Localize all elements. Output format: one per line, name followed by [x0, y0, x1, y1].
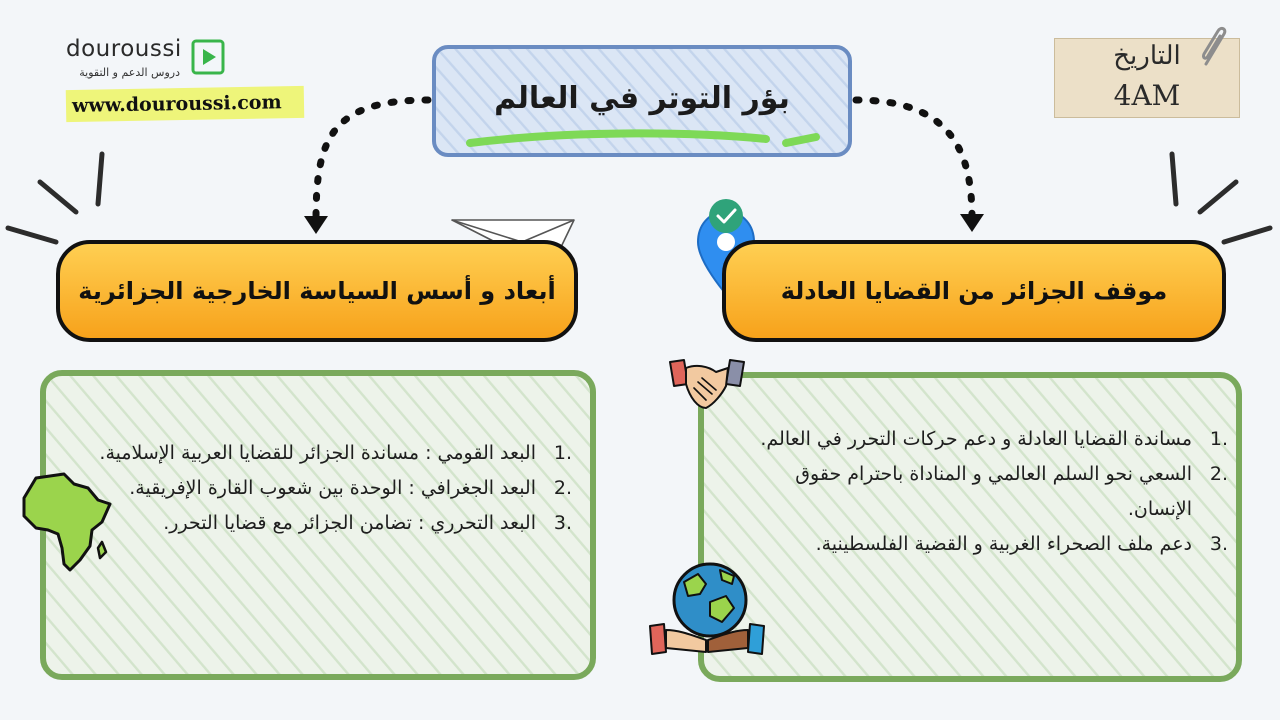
- right-branch-heading: موقف الجزائر من القضايا العادلة: [722, 240, 1226, 342]
- burst-line: [1224, 228, 1270, 242]
- burst-line: [40, 182, 76, 212]
- main-title: بؤر التوتر في العالم: [494, 81, 790, 116]
- check-icon: [708, 198, 744, 234]
- list-item: [92, 436, 572, 471]
- burst-line: [1172, 154, 1176, 204]
- item-text: البعد القومي : مساندة الجزائر للقضايا العربية الإسلامية.: [99, 442, 536, 464]
- play-logo-icon: [190, 38, 226, 76]
- burst-line: [1200, 182, 1236, 212]
- item-text: السعي نحو السلم العالمي و المناداة باحترام حقوق الإنسان.: [795, 463, 1192, 520]
- brand-name: douroussi: [66, 36, 182, 62]
- time-value: 4AM: [1113, 79, 1181, 112]
- left-branch-list: [92, 436, 572, 541]
- paperclip-icon: [1196, 24, 1232, 70]
- list-item: [92, 506, 572, 541]
- brand-block: [66, 36, 306, 126]
- list-item: [728, 527, 1228, 562]
- left-branch-heading: أبعاد و أسس السياسة الخارجية الجزائرية: [56, 240, 578, 342]
- burst-line: [98, 154, 102, 204]
- title-underline: [466, 127, 826, 151]
- item-number: .3: [553, 512, 572, 534]
- item-number: .2: [553, 477, 572, 499]
- main-title-box: [432, 45, 852, 157]
- item-text: البعد التحرري : تضامن الجزائر مع قضايا التحرر.: [163, 512, 536, 534]
- handshake-icon: [668, 358, 746, 414]
- globe-hands-icon: [648, 560, 766, 662]
- item-text: البعد الجغرافي : الوحدة بين شعوب القارة الإفريقية.: [129, 477, 536, 499]
- item-number: .3: [1209, 533, 1228, 555]
- arrowhead-right: [960, 214, 984, 232]
- brand-url[interactable]: www.douroussi.com: [66, 86, 305, 122]
- right-branch-list: [728, 422, 1228, 562]
- right-branch-panel: [698, 372, 1242, 682]
- burst-line: [8, 228, 56, 242]
- list-item: [728, 422, 1228, 457]
- arrowhead-left: [304, 216, 328, 234]
- date-label: التاريخ: [1113, 41, 1181, 71]
- brand-subtitle: دروس الدعم و التقوية: [79, 66, 180, 79]
- africa-map-icon: [18, 470, 114, 574]
- item-text: مساندة القضايا العادلة و دعم حركات التحرر في العالم.: [760, 428, 1192, 450]
- list-item: [92, 471, 572, 506]
- item-text: دعم ملف الصحراء الغربية و القضية الفلسطينية.: [815, 533, 1192, 555]
- left-branch-panel: [40, 370, 596, 680]
- connector-right: [856, 100, 972, 218]
- connector-left: [316, 100, 428, 220]
- list-item: [728, 457, 1228, 527]
- item-number: .1: [1209, 428, 1228, 450]
- item-number: .1: [553, 442, 572, 464]
- item-number: .2: [1209, 463, 1228, 485]
